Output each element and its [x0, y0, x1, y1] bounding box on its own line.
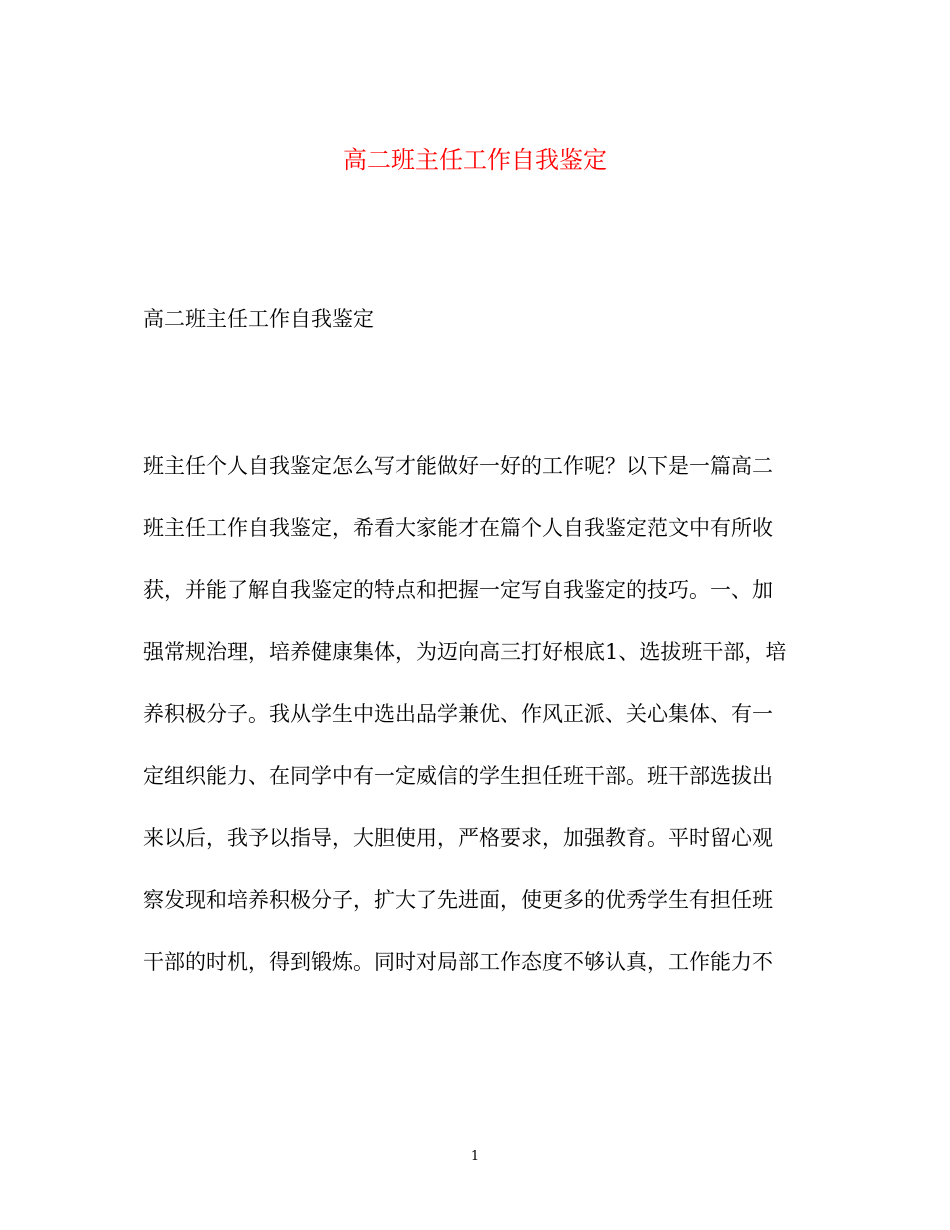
body-line: 来以后，我予以指导，大胆使用，严格要求，加强教育。平时留心观	[143, 826, 773, 850]
body-line: 定组织能力、在同学中有一定威信的学生担任班干部。班干部选拔出	[143, 764, 773, 788]
body-text	[143, 449, 823, 1007]
body-line: 干部的时机，得到锻炼。同时对局部工作态度不够认真，工作能力不	[143, 950, 773, 974]
body-line: 班主任工作自我鉴定，希看大家能才在篇个人自我鉴定范文中有所收	[143, 516, 773, 540]
document-title: 高二班主任工作自我鉴定	[343, 146, 607, 174]
document-subtitle: 高二班主任工作自我鉴定	[143, 307, 374, 331]
body-line: 养积极分子。我从学生中选出品学兼优、作风正派、关心集体、有一	[143, 702, 773, 726]
page-number: 1	[470, 1149, 480, 1164]
body-line: 班主任个人自我鉴定怎么写才能做好一好的工作呢？以下是一篇高二	[143, 454, 773, 478]
body-line: 获，并能了解自我鉴定的特点和把握一定写自我鉴定的技巧。一、加	[143, 578, 773, 602]
body-line: 察发现和培养积极分子，扩大了先进面，使更多的优秀学生有担任班	[143, 888, 773, 912]
body-line: 强常规治理，培养健康集体，为迈向高三打好根底1、选拔班干部，培	[143, 640, 787, 664]
